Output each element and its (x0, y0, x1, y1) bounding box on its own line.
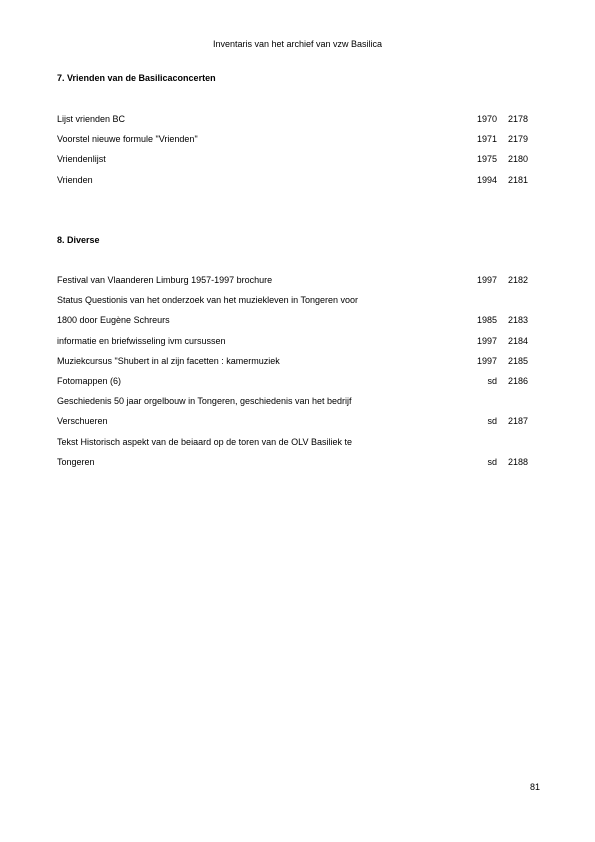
row-description: Muziekcursus "Shubert in al zijn facetten : kamermuziek (57, 355, 280, 366)
row-number: 2188 (508, 456, 529, 467)
row-number: 2180 (508, 154, 529, 165)
inventory-row (57, 432, 533, 452)
row-year: sd (487, 375, 497, 386)
inventory-list (57, 109, 533, 190)
row-year: 1970 (476, 114, 497, 124)
inventory-row (57, 109, 533, 129)
row-description: informatie en briefwisseling ivm cursussen (57, 335, 226, 346)
inventory-row (57, 452, 533, 472)
page-number: 81 (529, 782, 540, 792)
row-description: Lijst vrienden BC (57, 114, 126, 124)
section-heading: 7. Vrienden van de Basilicaconcerten (57, 73, 216, 83)
row-description: Vrienden (57, 174, 93, 185)
row-description: Status Questionis van het onderzoek van het muziekleven in Tongeren voor (57, 295, 359, 306)
row-number: 2184 (508, 335, 529, 346)
section-heading: 8. Diverse (57, 235, 100, 245)
inventory-row (57, 270, 533, 290)
row-number: 2181 (508, 174, 529, 185)
inventory-row (57, 351, 533, 371)
inventory-row (57, 391, 533, 411)
row-description: Fotomappen (6) (57, 375, 122, 386)
inventory-row (57, 310, 533, 330)
row-description: Festival van Vlaanderen Limburg 1957-1997 brochure (57, 275, 273, 285)
row-year: 1997 (476, 335, 497, 346)
row-description: Geschiedenis 50 jaar orgelbouw in Tongeren, geschiedenis van het bedrijf (57, 396, 352, 407)
inventory-list (57, 270, 533, 472)
inventory-row (57, 149, 533, 169)
row-description: Tekst Historisch aspekt van de beiaard op de toren van de OLV Basiliek te (57, 436, 352, 447)
inventory-row (57, 290, 533, 310)
inventory-row (57, 170, 533, 190)
inventory-row (57, 411, 533, 431)
row-year: 1971 (476, 134, 497, 145)
row-number: 2183 (508, 315, 529, 326)
row-year: 1997 (476, 275, 497, 285)
row-year: 1997 (476, 355, 497, 366)
row-number: 2185 (508, 355, 529, 366)
row-number: 2187 (508, 416, 529, 427)
row-description: Vriendenlijst (57, 154, 106, 165)
row-number: 2178 (508, 114, 529, 124)
row-description: Verschueren (57, 416, 108, 427)
row-number: 2179 (508, 134, 529, 145)
row-year: sd (487, 416, 497, 427)
inventory-row (57, 129, 533, 149)
row-number: 2186 (508, 375, 529, 386)
inventory-row (57, 371, 533, 391)
row-description: Tongeren (57, 456, 95, 467)
inventory-row (57, 331, 533, 351)
row-year: 1975 (476, 154, 497, 165)
row-description: Voorstel nieuwe formule "Vrienden" (57, 134, 198, 145)
row-year: sd (487, 456, 497, 467)
row-description: 1800 door Eugène Schreurs (57, 315, 170, 326)
page-header-title: Inventaris van het archief van vzw Basilica (212, 39, 383, 49)
row-year: 1994 (476, 174, 497, 185)
row-number: 2182 (508, 275, 529, 285)
row-year: 1985 (476, 315, 497, 326)
